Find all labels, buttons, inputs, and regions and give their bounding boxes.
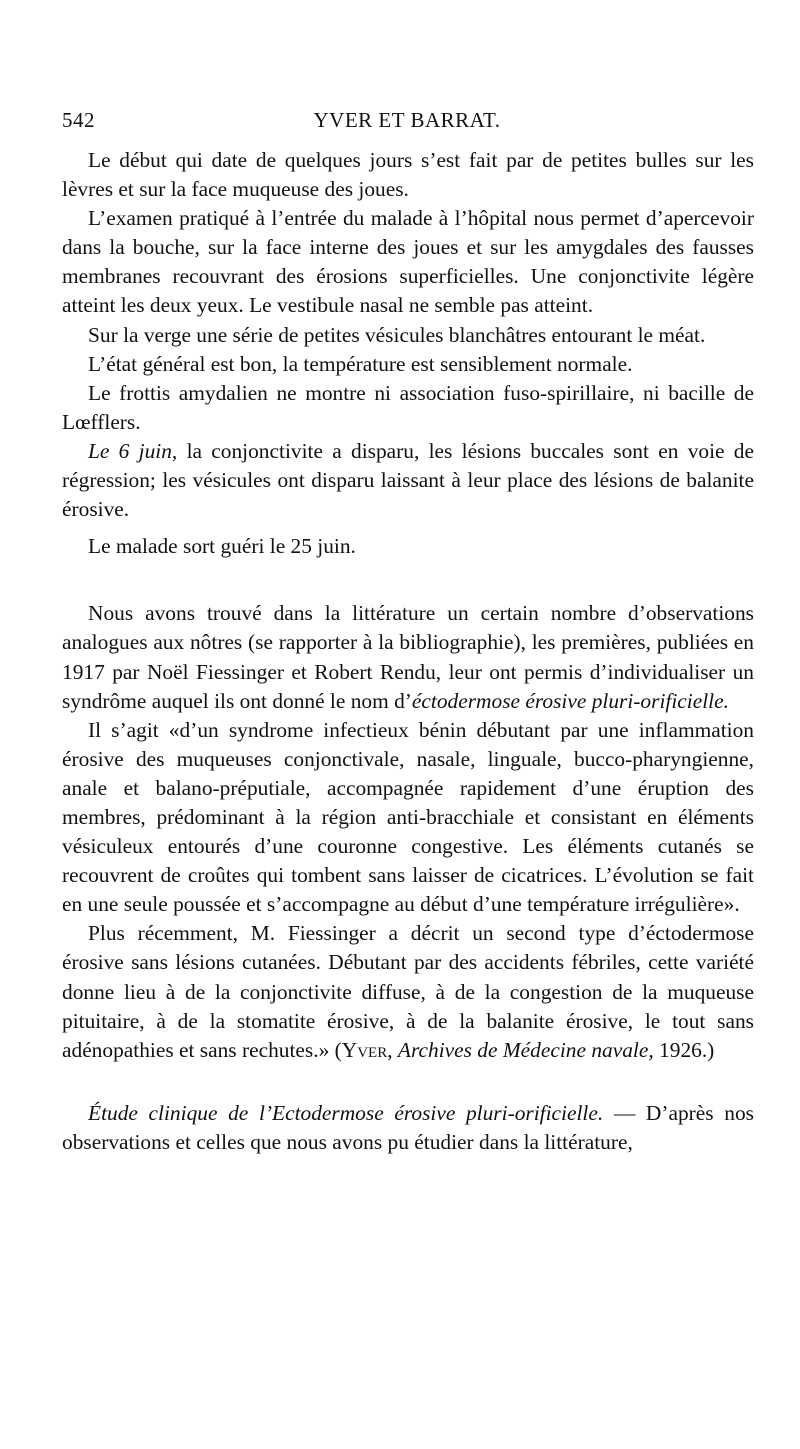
paragraph-syndrome-quote: Il s’agit «d’un syndrome infectieux bénin débutant par une inflammation érosive des muqueuses conjonctivale, nasale, linguale, bucco-pharyngienne, anale et balano-préputiale, accompagnée rapidement d’une éruption des membres, prédominant à la région anti-bracchiale et consistant en éléments vésiculeux entourés d’une couronne congestive. Les éléments cutanés se recouvrent de croûtes qui tombent sans laisser de cicatrices. L’évolution se fait en une seule poussée et s’accompagne au début d’une température irrégulière». (62, 717, 754, 917)
page-number: 542 (62, 108, 95, 132)
date-italic: Le 6 juin, (88, 438, 178, 463)
paragraph-discharge: Le malade sort guéri le 25 juin. (88, 534, 356, 559)
paragraph-literature (62, 599, 754, 715)
paragraph-june-6-text: la conjonctivite a disparu, les lésions buccales sont en voie de régression; les vésicules ont disparu laissant à leur place des lésions de balanite érosive. (62, 438, 754, 522)
citation-author: Yver (341, 1037, 388, 1062)
citation-journal: Archives de Médecine navale, (397, 1037, 654, 1062)
paragraph-clinical-study-text: — D’après nos observations et celles que nous avons pu étudier dans la littérature, (62, 1100, 754, 1154)
running-title: YVER ET BARRAT. (313, 108, 501, 132)
page-header (62, 108, 752, 140)
citation-year: 1926.) (653, 1037, 715, 1062)
paragraph-literature-text: Nous avons trouvé dans la littérature un certain nombre d’observations analogues aux nôtres (se rapporter à la bibliographie), les premières, publiées en 1917 par Noël Fiessinger et Robert Rendu, leur ont permis d’individualiser un syndrôme auquel ils ont donné le nom d’ (62, 601, 754, 713)
section-heading: Étude clinique de l’Ectodermose érosive pluri-orificielle. (88, 1100, 604, 1125)
paragraph-penis-lesions: Sur la verge une série de petites vésicules blanchâtres entourant le méat. (88, 322, 706, 347)
paragraph-general-state: L’état général est bon, la température est sensiblement normale. (88, 351, 633, 376)
paragraph-smear: Le frottis amydalien ne montre ni association fuso-spirillaire, ni bacille de Lœfflers. (62, 380, 754, 434)
paragraph-onset: Le début qui date de quelques jours s’est fait par de petites bulles sur les lèvres et sur la face muqueuse des joues. (62, 148, 754, 202)
paragraph-exam: L’examen pratiqué à l’entrée du malade à l’hôpital nous permet d’apercevoir dans la bouche, sur la face interne des joues et sur les amygdales des fausses membranes recouvrant des érosions superficielles. Une conjonctivite légère atteint les deux yeux. Le vestibule nasal ne semble pas atteint. (62, 206, 754, 318)
paragraph-second-type-text: Plus récemment, M. Fiessinger a décrit un second type d’éctodermose érosive sans lésions cutanées. Débutant par des accidents fébriles, cette variété donne lieu à de la conjonctivite diffuse, à de la congestion de la muqueuse pituitaire, à de la stomatite érosive, à de la balanite érosive, le tout sans adénopathies et sans rechutes.» ( (62, 921, 754, 1062)
citation-separator: , (387, 1037, 398, 1062)
term-italic: éctodermose érosive pluri-orificielle. (411, 688, 729, 713)
paragraph-clinical-study (62, 1099, 754, 1157)
page-body (62, 146, 754, 1157)
paragraph-second-type (62, 919, 754, 1064)
paragraph-june-6 (62, 437, 754, 524)
